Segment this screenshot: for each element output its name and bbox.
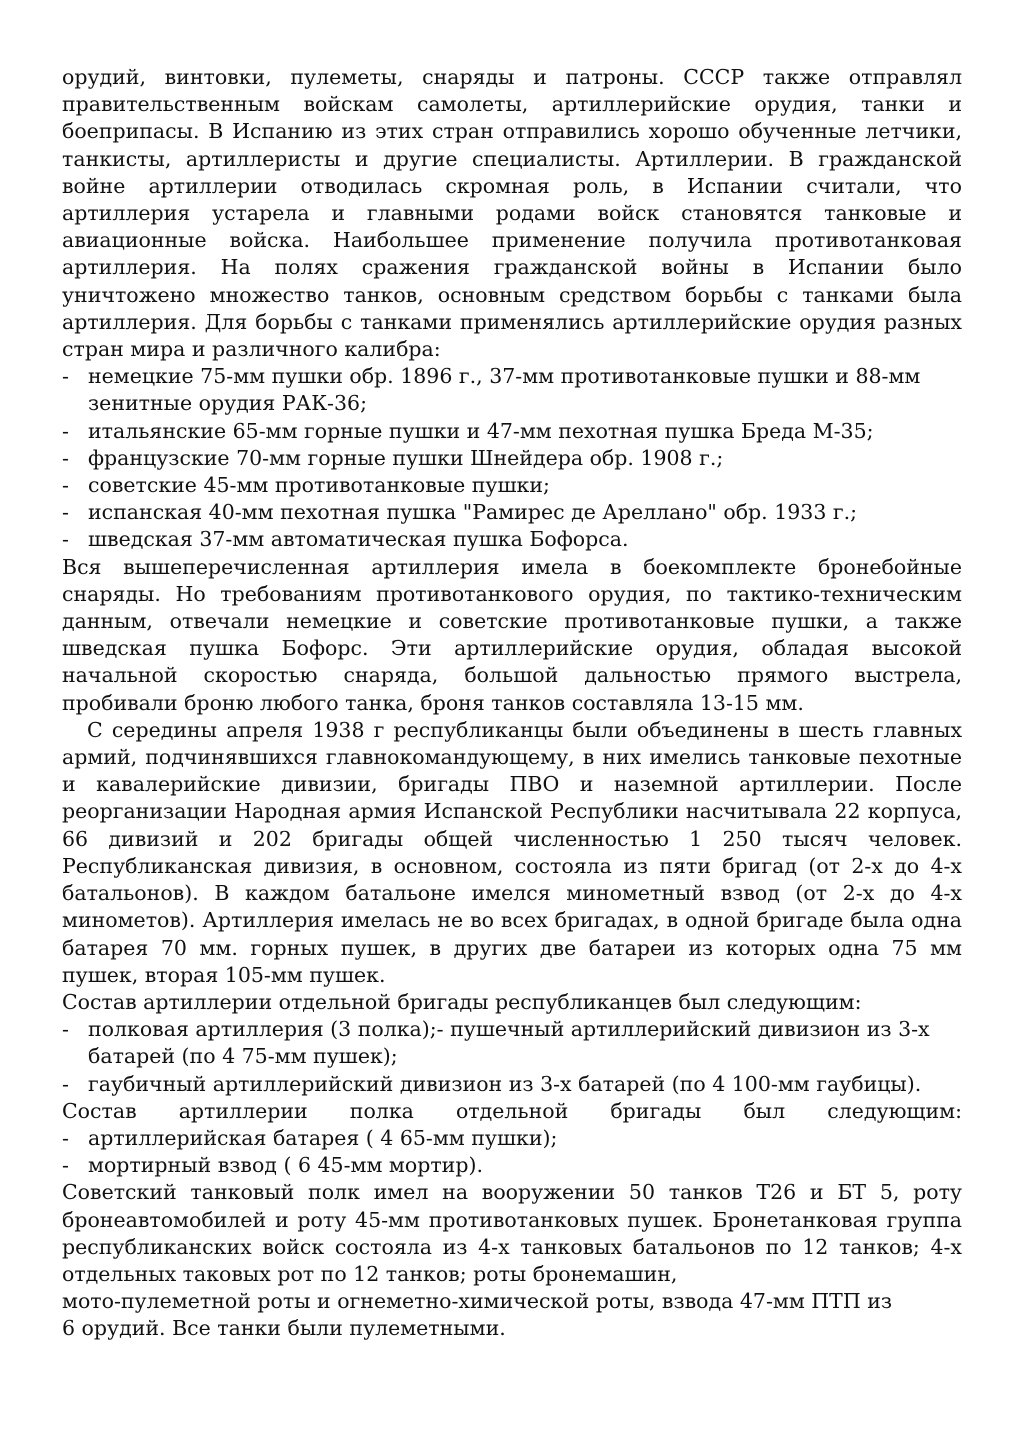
paragraph-reorganization: С середины апреля 1938 г республиканцы были объединены в шесть главных армий, подчинявшихся главнокомандующему, в них имелись танковые пехотные и кавалерийские дивизии, бригады ПВО и наземной артиллерии. После реорганизации Народная армия Испанской Республики насчитывала 22 корпуса, 66 дивизий и 202 бригады общей численностью 1 250 тысяч человек. Республиканская дивизия, в основном, состояла из пяти бригад (от 2-х до 4-х батальонов). В каждом батальоне имелся минометный взвод (от 2-х до 4-х минометов). Артиллерия имелась не во всех бригадах, в одной бригаде была одна батарея 70 мм. горных пушек, в других две батареи из которых одна 75 мм пушек, вторая 105-мм пушек. [62,717,962,987]
list-item-regimental-artillery: - полковая артиллерия (3 полка);- пушечный артиллерийский дивизион из 3-х батарей (по 4 75-мм пушек); [62,1016,962,1070]
paragraph-armor-piercing: Вся вышеперечисленная артиллерия имела в боекомплекте бронебойные снаряды. Но требованиям противотанкового орудия, по тактико-техническим данным, отвечали немецкие и советские противотанковые пушки, а также шведская пушка Бофорс. Эти артиллерийские орудия, обладая высокой начальной скоростью снаряда, большой дальностью прямого выстрела, пробивали броню любого танка, броня танков составляла 13-15 мм. [62,554,962,715]
paragraph-regiment-heading: Состав артиллерии полка отдельной бригады был следующим: [62,1098,962,1123]
list-item-soviet-guns: - советские 45-мм противотанковые пушки; [62,472,962,499]
paragraph-tank-regiment: Советский танковый полк имел на вооружении 50 танков Т26 и БТ 5, роту бронеавтомобилей и роту 45-мм противотанковых пушек. Бронетанковая группа республиканских войск состояла из 4-х танковых батальонов по 12 танков; 4-х отдельных таковых рот по 12 танков; роты бронемашин, [62,1180,962,1286]
list-item-french-guns: - французские 70-мм горные пушки Шнейдера обр. 1908 г.; [62,445,962,472]
paragraph-brigade-heading: Состав артиллерии отдельной бригады республиканцев был следующим: [62,989,862,1014]
regiment-artillery-list [62,1125,962,1179]
list-item-mortar-platoon: - мортирный взвод ( 6 45-мм мортир). [62,1152,962,1179]
list-item-italian-guns: - итальянские 65-мм горные пушки и 47-мм пехотная пушка Бреда М-35; [62,418,962,445]
list-item-swedish-gun: - шведская 37-мм автоматическая пушка Бофорса. [62,526,962,553]
list-item-artillery-battery: - артиллерийская батарея ( 4 65-мм пушки); [62,1125,962,1152]
list-item-german-guns: - немецкие 75-мм пушки обр. 1896 г., 37-мм противотанковые пушки и 88-мм зенитные орудия РАК-36; [62,363,962,417]
paragraph-tank-regiment-line2: мото-пулеметной роты и огнеметно-химической роты, взвода 47-мм ПТП из [62,1289,893,1314]
gun-list [62,363,962,553]
list-item-howitzer-division: - гаубичный артиллерийский дивизион из 3-х батарей (по 4 100-мм гаубицы). [62,1071,962,1098]
brigade-artillery-list [62,1016,962,1098]
document-page [62,64,962,1343]
list-item-spanish-gun: - испанская 40-мм пехотная пушка "Рамирес де Ареллано" обр. 1933 г.; [62,499,962,526]
paragraph-tank-regiment-line3: 6 орудий. Все танки были пулеметными. [62,1316,506,1341]
paragraph-foreign-aid: орудий, винтовки, пулеметы, снаряды и патроны. СССР также отправлял правительственным войскам самолеты, артиллерийские орудия, танки и боеприпасы. В Испанию из этих стран отправились хорошо обученные летчики, танкисты, артиллеристы и другие специалисты. Артиллерии. В гражданской войне артиллерии отводилась скромная роль, в Испании считали, что артиллерия устарела и главными родами войск становятся танковые и авиационные войска. Наибольшее применение получила противотанковая артиллерия. На полях сражения гражданской войны в Испании было уничтожено множество танков, основным средством борьбы с танками была артиллерия. Для борьбы с танками применялись артиллерийские орудия разных стран мира и различного калибра: [62,65,962,362]
